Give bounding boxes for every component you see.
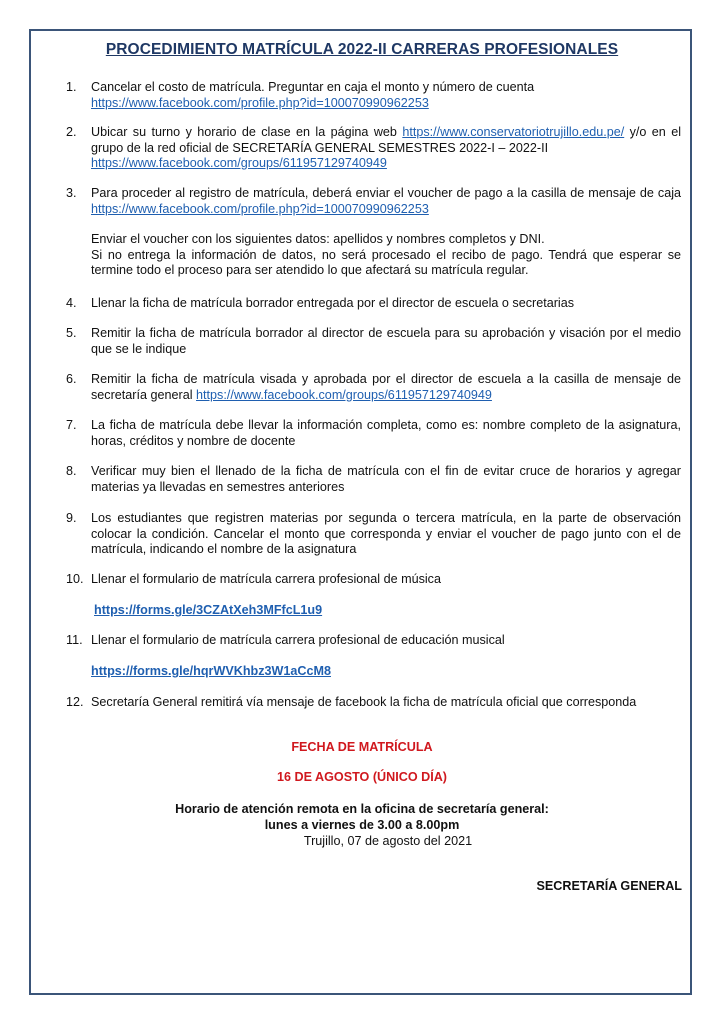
conservatorio-website-link[interactable]: https://www.conservatoriotrujillo.edu.pe/: [402, 125, 625, 139]
item-note: Si no entrega la información de datos, no será procesado el recibo de pago. Tendrá que esperar se termine todo el proceso para ser atendido lo que afectará su matrícula regular.: [91, 247, 681, 277]
item-text: Verificar muy bien el llenado de la ficha de matrícula con el fin de evitar cruce de horarios y agregar materias ya llevadas en semestres anteriores: [91, 464, 681, 494]
list-item-5: [66, 326, 681, 357]
list-item-10: [66, 572, 681, 588]
item-text: Los estudiantes que registren materias por segunda o tercera matrícula, en la parte de observación colocar la condición. Cancelar el monto que corresponda y enviar el voucher de pago junto con el de matrícula, indicando el nombre de la asignatura: [91, 511, 681, 556]
item-text: Cancelar el costo de matrícula. Preguntar en caja el monto y número de cuenta: [91, 80, 535, 94]
educacion-musical-form-link[interactable]: https://forms.gle/hqrWVKhbz3W1aCcM8: [91, 664, 331, 678]
item-number: 5.: [66, 326, 77, 340]
item-note: Enviar el voucher con los siguientes datos: apellidos y nombres completos y DNI.: [91, 232, 545, 246]
list-item-8: [66, 464, 681, 495]
item-text: Remitir la ficha de matrícula borrador al director de escuela para su aprobación y visación por el medio que se le indique: [91, 326, 681, 356]
item-text: Remitir la ficha de matrícula visada y aprobada por el director de escuela a la casilla de mensaje de secretaría general: [91, 372, 681, 402]
list-item-4: [66, 296, 681, 312]
item-number: 11.: [66, 633, 83, 647]
item-number: 12.: [66, 695, 84, 709]
item-text-continued: y/o en el grupo de la red oficial de SECRETARÍA GENERAL SEMESTRES 2022-I – 2022-II: [91, 125, 681, 155]
item-number: 9.: [66, 511, 77, 525]
item-number: 8.: [66, 464, 77, 478]
horario-line-2: lunes a viernes de 3.00 a 8.00pm: [264, 818, 460, 832]
horario-line-1: Horario de atención remota en la oficina de secretaría general:: [175, 802, 549, 816]
item-text: Ubicar su turno y horario de clase en la página web: [91, 125, 397, 139]
item-text: Secretaría General remitirá vía mensaje de facebook la ficha de matrícula oficial que corresponda: [91, 695, 637, 709]
list-item-1: [66, 80, 681, 111]
item-number: 4.: [66, 296, 77, 310]
secretaria-group-link[interactable]: https://www.facebook.com/groups/611957129740949: [91, 156, 387, 170]
list-item-2: [66, 125, 681, 172]
list-item-3: [66, 186, 681, 279]
item-text: Llenar el formulario de matrícula carrera profesional de educación musical: [91, 633, 505, 647]
page-title: PROCEDIMIENTO MATRÍCULA 2022-II CARRERAS PROFESIONALES: [105, 41, 619, 58]
list-item-12: [66, 695, 691, 711]
item-number: 10.: [66, 572, 84, 586]
item-number: 6.: [66, 372, 77, 386]
signature: SECRETARÍA GENERAL: [536, 879, 682, 893]
item-text: Para proceder al registro de matrícula, deberá enviar el voucher de pago a la casilla de mensaje de caja: [91, 186, 681, 200]
caja-profile-link[interactable]: https://www.facebook.com/profile.php?id=100070990962253: [91, 201, 429, 216]
musica-form-link[interactable]: https://forms.gle/3CZAtXeh3MFfcL1u9: [94, 603, 323, 617]
item-number: 1.: [66, 80, 77, 94]
list-item-6: [66, 372, 681, 403]
list-item-7: [66, 418, 681, 449]
item-text: Llenar el formulario de matrícula carrera profesional de música: [91, 572, 441, 586]
list-item-11: [66, 633, 681, 649]
item-number: 2.: [66, 125, 77, 139]
item-number: 7.: [66, 418, 77, 432]
fecha-label: FECHA DE MATRÍCULA: [291, 740, 433, 754]
item-text: La ficha de matrícula debe llevar la información completa, como es: nombre completo de la asignatura, horas, créditos y nombre de docente: [91, 418, 681, 448]
item-text: Llenar la ficha de matrícula borrador entregada por el director de escuela o secretarias: [91, 296, 575, 310]
fecha-value: 16 DE AGOSTO (ÚNICO DÍA): [276, 770, 448, 784]
caja-profile-link[interactable]: https://www.facebook.com/profile.php?id=100070990962253: [91, 95, 429, 110]
place-date: Trujillo, 07 de agosto del 2021: [303, 834, 473, 848]
item-number: 3.: [66, 186, 77, 200]
secretaria-group-link[interactable]: https://www.facebook.com/groups/611957129740949: [196, 387, 492, 402]
list-item-9: [66, 511, 681, 558]
